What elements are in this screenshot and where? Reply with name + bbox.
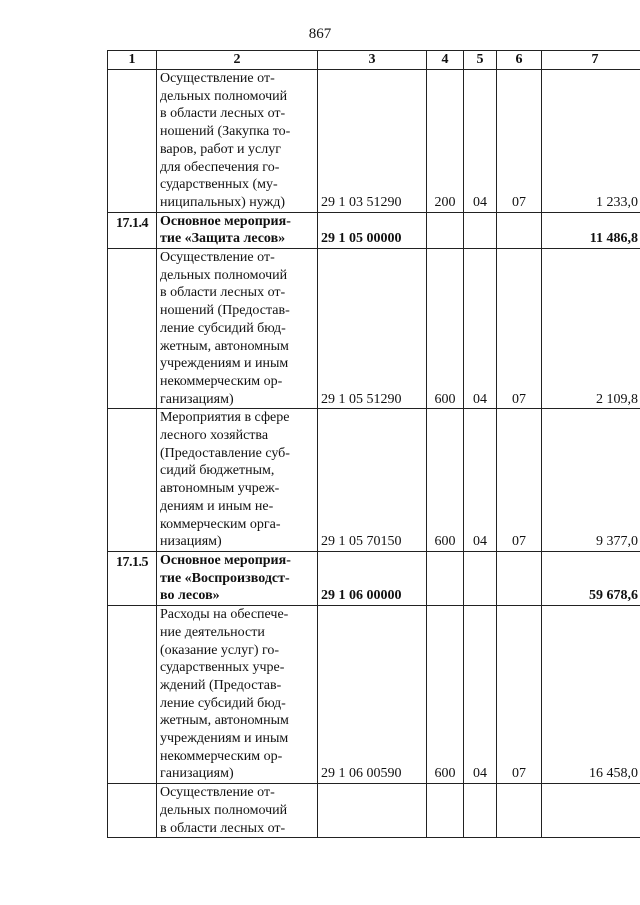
column-header-7: 7 [542,51,640,70]
row-col5: 04 [464,249,497,409]
row-col4: 200 [427,70,464,213]
row-col6: 07 [497,606,542,784]
row-name: Осуществление от- дельных полномочий в области лесных от- ношений (Закупка то- варов, работ и услуг для обеспечения го- сударственных (му- ниципальных) нужд) [157,70,318,213]
row-code: 29 1 05 70150 [318,409,427,552]
row-col4 [427,212,464,248]
column-header-3: 3 [318,51,427,70]
row-name: Мероприятия в сфере лесного хозяйства (Предоставление суб- сидий бюджетным, автономным учреж- дениям и иным не- коммерческим орга- низациям) [157,409,318,552]
row-number [108,409,157,552]
row-code: 29 1 05 00000 [318,212,427,248]
row-number: 17.1.4 [108,212,157,248]
row-col4: 600 [427,249,464,409]
column-header-4: 4 [427,51,464,70]
row-amount [542,784,640,838]
row-amount: 59 678,6 [542,551,640,605]
table-header-row [108,51,640,70]
table-row [108,606,640,784]
table-row [108,409,640,552]
row-col4 [427,784,464,838]
row-col4: 600 [427,409,464,552]
row-code: 29 1 05 51290 [318,249,427,409]
row-name: Расходы на обеспече- ние деятельности (оказание услуг) го- сударственных учре- ждений (Предостав- ление субсидий бюд- жетным, автономным учреждениям и иным некоммерческим ор- ганизациям) [157,606,318,784]
row-col6 [497,784,542,838]
row-name: Осуществление от- дельных полномочий в области лесных от- [157,784,318,838]
page-number: 867 [308,26,332,42]
row-amount: 2 109,8 [542,249,640,409]
row-code: 29 1 06 00590 [318,606,427,784]
row-number [108,784,157,838]
row-number [108,249,157,409]
row-col5: 04 [464,409,497,552]
table-row [108,249,640,409]
row-col6: 07 [497,409,542,552]
row-col5 [464,212,497,248]
column-header-1: 1 [108,51,157,70]
row-name: Основное мероприя- тие «Защита лесов» [157,212,318,248]
row-amount: 16 458,0 [542,606,640,784]
row-col4 [427,551,464,605]
row-col5 [464,784,497,838]
column-header-5: 5 [464,51,497,70]
row-col5 [464,551,497,605]
row-col6: 07 [497,249,542,409]
row-col6 [497,551,542,605]
table-row [108,784,640,838]
row-col5: 04 [464,606,497,784]
row-name: Осуществление от- дельных полномочий в области лесных от- ношений (Предостав- ление субсидий бюд- жетным, автономным учреждениям и иным некоммерческим ор- ганизациям) [157,249,318,409]
table-row [108,70,640,213]
budget-table [107,50,640,838]
table-row [108,551,640,605]
row-code: 29 1 06 00000 [318,551,427,605]
row-col6 [497,212,542,248]
row-col5: 04 [464,70,497,213]
row-code [318,784,427,838]
column-header-6: 6 [497,51,542,70]
row-number: 17.1.5 [108,551,157,605]
row-number [108,70,157,213]
row-name: Основное мероприя- тие «Воспроизводст- во лесов» [157,551,318,605]
row-amount: 1 233,0 [542,70,640,213]
row-amount: 11 486,8 [542,212,640,248]
row-amount: 9 377,0 [542,409,640,552]
row-col6: 07 [497,70,542,213]
row-col4: 600 [427,606,464,784]
row-number [108,606,157,784]
column-header-2: 2 [157,51,318,70]
table-row [108,212,640,248]
row-code: 29 1 03 51290 [318,70,427,213]
